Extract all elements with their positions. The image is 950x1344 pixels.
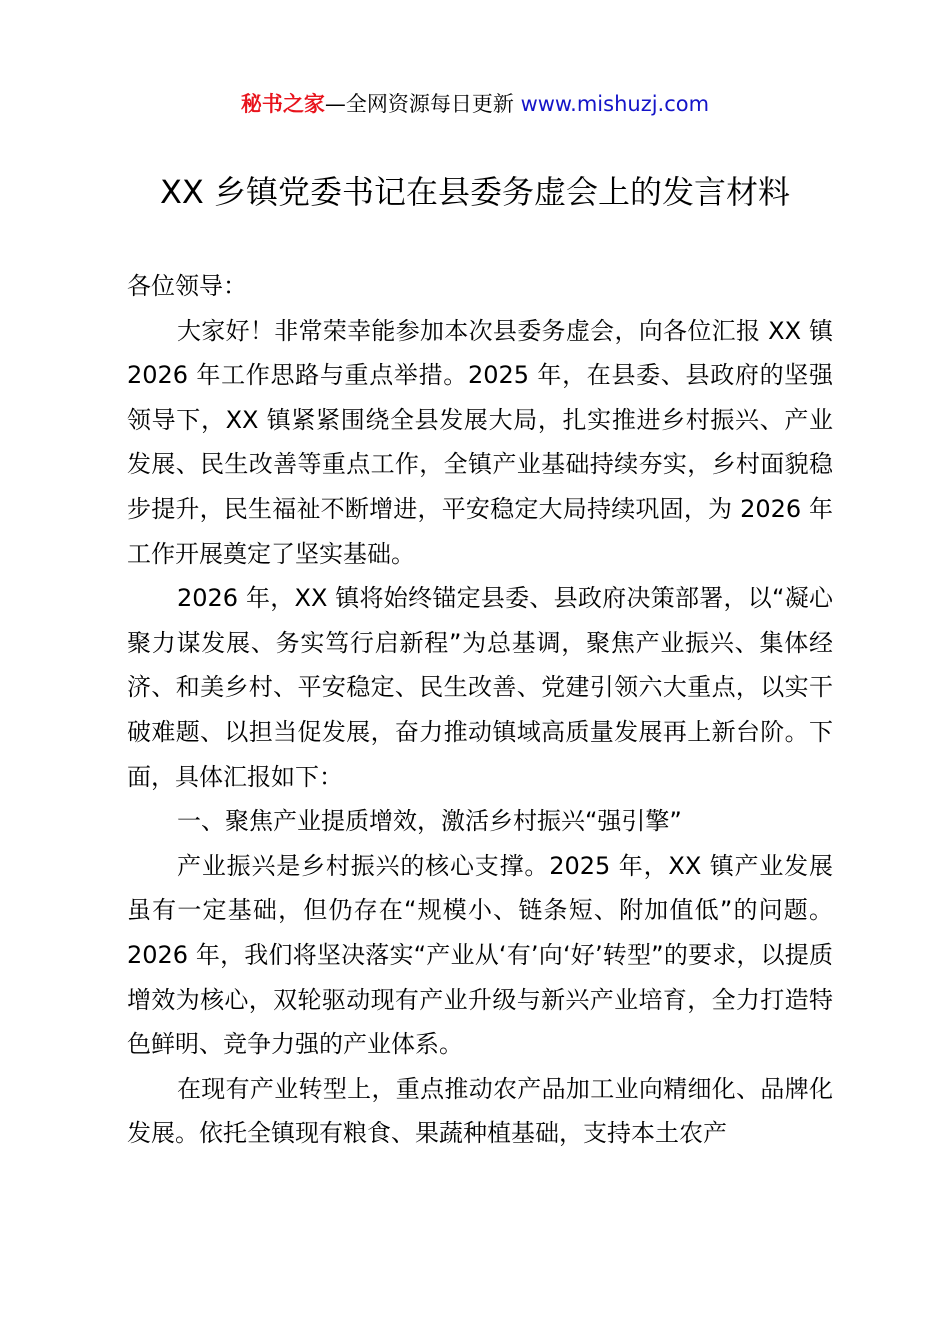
banner-url-link[interactable]: www.mishuzj.com: [520, 92, 710, 116]
document-title: XX 乡镇党委书记在县委务虚会上的发言材料: [159, 173, 791, 211]
banner-brand: 秘书之家: [240, 92, 325, 116]
paragraph-transformation: 在现有产业转型上，重点推动农产品加工业向精细化、品牌化发展。依托全镇现有粮食、果蔬种植基础，支持本土农产: [127, 1074, 833, 1148]
section-heading-1: 一、聚焦产业提质增效，激活乡村振兴“强引擎”: [177, 807, 682, 836]
paragraph-industry: 产业振兴是乡村振兴的核心支撑。2025 年，XX 镇产业发展虽有一定基础，但仍存在“规模小、链条短、附加值低”的问题。2026 年，我们将坚决落实“产业从‘有’向‘好’转型”的要求，以提质增效为核心，双轮驱动现有产业升级与新兴产业培育，全力打造特色鲜明、竞争力强的产业体系。: [127, 851, 833, 1059]
paragraph-intro: 大家好！非常荣幸能参加本次县委务虚会，向各位汇报 XX 镇 2026 年工作思路与重点举措。2025 年，在县委、县政府的坚强领导下，XX 镇紧紧围绕全县发展大局，扎实推进乡村振兴、产业发展、民生改善等重点工作，全镇产业基础持续夯实，乡村面貌稳步提升，民生福祉不断增进，平安稳定大局持续巩固，为 2026 年工作开展奠定了坚实基础。: [127, 316, 833, 568]
paragraph-overview: 2026 年，XX 镇将始终锚定县委、县政府决策部署，以“凝心聚力谋发展、务实笃行启新程”为总基调，聚焦产业振兴、集体经济、和美乡村、平安稳定、民生改善、党建引领六大重点，以实干破难题、以担当促发展，奋力推动镇域高质量发展再上新台阶。下面，具体汇报如下：: [127, 584, 833, 791]
site-banner: [0, 88, 950, 120]
salutation: 各位领导：: [127, 272, 247, 300]
banner-slogan: —全网资源每日更新: [324, 92, 521, 116]
document-body: [127, 264, 833, 1156]
